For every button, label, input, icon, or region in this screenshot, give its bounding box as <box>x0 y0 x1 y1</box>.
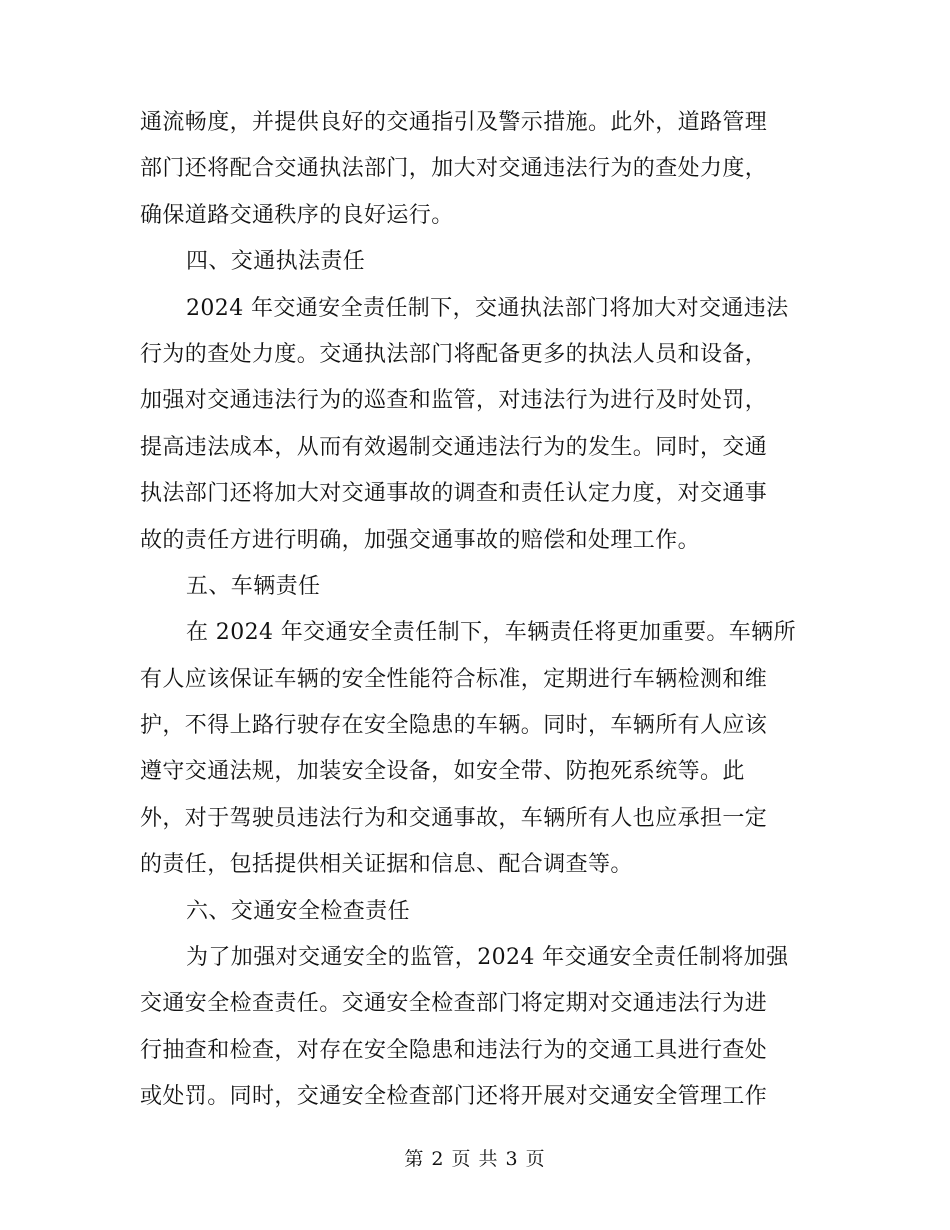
text-line: 执法部门还将加大对交通事故的调查和责任认定力度，对交通事 <box>140 481 768 507</box>
paragraph-start-line: 五、车辆责任 <box>186 573 321 599</box>
text-line: 行为的查处力度。交通执法部门将配备更多的执法人员和设备， <box>140 341 768 367</box>
text-line: 有人应该保证车辆的安全性能符合标准，定期进行车辆检测和维 <box>140 666 768 692</box>
paragraph-start-line: 四、交通执法责任 <box>186 249 366 275</box>
text-line: 或处罚。同时，交通安全检查部门还将开展对交通安全管理工作 <box>140 1084 768 1110</box>
paragraph-start-line: 在 2024 年交通安全责任制下，车辆责任将更加重要。车辆所 <box>186 620 796 646</box>
text-line: 确保道路交通秩序的良好运行。 <box>140 202 454 228</box>
text-line: 外，对于驾驶员违法行为和交通事故，车辆所有人也应承担一定 <box>140 805 768 831</box>
text-line: 护，不得上路行驶存在安全隐患的车辆。同时，车辆所有人应该 <box>140 713 768 739</box>
text-line: 交通安全检查责任。交通安全检查部门将定期对交通违法行为进 <box>140 991 768 1017</box>
page-footer: 第 2 页 共 3 页 <box>404 1148 546 1170</box>
text-line: 行抽查和检查，对存在安全隐患和违法行为的交通工具进行查处 <box>140 1037 768 1063</box>
document-body <box>140 100 820 1121</box>
text-line: 故的责任方进行明确，加强交通事故的赔偿和处理工作。 <box>140 527 701 553</box>
text-line: 通流畅度，并提供良好的交通指引及警示措施。此外，道路管理 <box>140 110 768 135</box>
text-line: 提高违法成本，从而有效遏制交通违法行为的发生。同时，交通 <box>140 434 768 460</box>
text-line: 加强对交通违法行为的巡查和监管，对违法行为进行及时处罚， <box>140 388 768 414</box>
text-line: 部门还将配合交通执法部门，加大对交通违法行为的查处力度， <box>140 156 768 182</box>
paragraph-start-line: 六、交通安全检查责任 <box>186 898 411 924</box>
paragraph-start-line: 为了加强对交通安全的监管，2024 年交通安全责任制将加强 <box>186 945 789 971</box>
paragraph-start-line: 2024 年交通安全责任制下，交通执法部门将加大对交通违法 <box>186 295 789 321</box>
text-line: 遵守交通法规，加装安全设备，如安全带、防抱死系统等。此 <box>140 759 745 785</box>
text-line: 的责任，包括提供相关证据和信息、配合调查等。 <box>140 852 633 878</box>
